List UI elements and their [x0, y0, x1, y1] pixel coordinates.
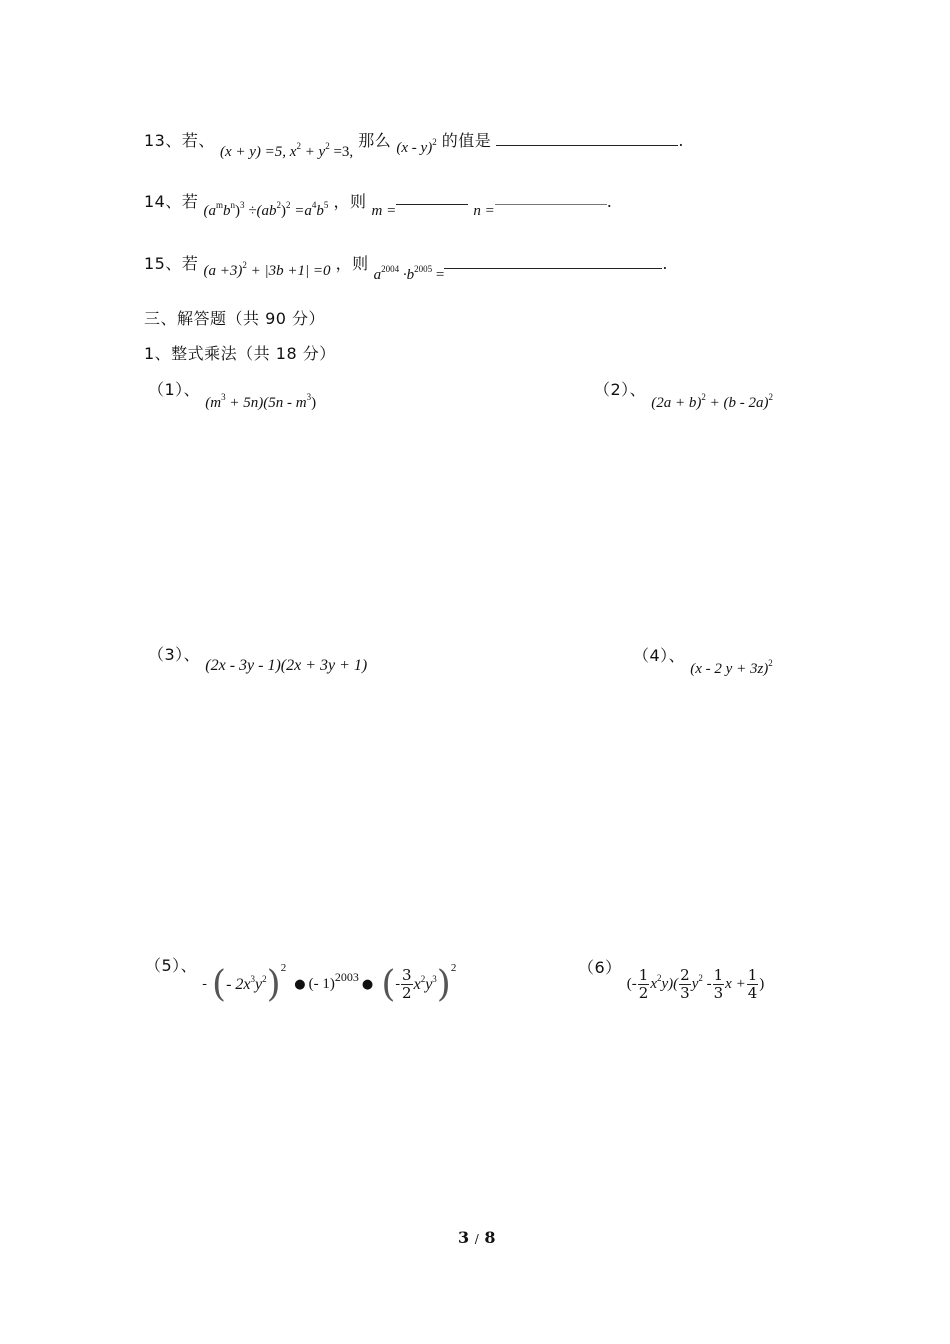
p3-expr: (2x - 3y - 1)(2x + 3y + 1) — [205, 657, 368, 674]
section-title: 三、解答题（共 90 分） — [144, 309, 326, 328]
q14-then: ，则 — [333, 192, 367, 211]
p1-label: （1）、 — [148, 380, 201, 399]
p5-pow-1: 2 — [280, 962, 287, 974]
p5-dot-2: ● — [361, 977, 374, 992]
page-total: 8 — [484, 1228, 496, 1247]
q15-then: ，则 — [335, 254, 369, 273]
question-13: 13、若、 (x + y) =5, $x^2 + y^2 =3$, 那么 (x - y)$^2$ 的值是 . — [144, 131, 684, 160]
p5-paren-open-2: ( — [381, 964, 396, 1005]
p5-frac: $\frac{3}{2}$ — [402, 966, 412, 1002]
problem-4 — [633, 643, 773, 677]
q13-expr-b: (x - y)$^2$ — [396, 137, 437, 156]
p2-label: （2）、 — [594, 380, 647, 399]
q13-label: 13、若、 — [144, 131, 215, 150]
q15-expr: $(a +3)^2 + |3b +1| =0$ — [203, 260, 331, 279]
q13-tail: 的值是 — [441, 131, 492, 150]
p5-inner-1: - $2x^3y^2$ — [226, 973, 267, 993]
question-14: 14、若 $(a^mb^n)^3 \div(ab^2)^2 =a^4b^5$ ，则 m = n = . — [144, 192, 612, 219]
p5-paren-close-1: ) — [266, 964, 281, 1005]
p6-xplus: x + — [725, 976, 746, 992]
p4-label: （4）、 — [633, 646, 686, 665]
p5-paren-close-2: ) — [436, 964, 451, 1005]
problem-3 — [148, 642, 368, 674]
q14-n-var: n = — [473, 203, 495, 219]
p1-expr: $(m^3 + 5n)(5n - m^3)$ — [205, 392, 317, 411]
p6-y2: $y^2$ - — [691, 973, 712, 992]
p6-open: (- — [626, 976, 637, 992]
p5-dot-1: ● — [294, 977, 306, 992]
p6-frac-3: $\frac{1}{3}$ — [713, 966, 724, 1002]
q14-m-blank[interactable] — [396, 194, 468, 205]
q14-label: 14、若 — [144, 192, 199, 211]
question-15: 15、若 $(a +3)^2 + |3b +1| =0$ ，则 $a^{2004} \cdot b^{2005}$ =. — [144, 254, 668, 283]
p6-label: （6） — [578, 958, 622, 977]
problem-1 — [148, 377, 317, 411]
p6-frac-2: $\frac{2}{3}$ — [680, 966, 690, 1002]
p6-x2y: $x^2y$)( — [650, 973, 679, 992]
q15-answer-blank[interactable] — [444, 258, 662, 269]
p5-pow-2: 2 — [450, 962, 457, 974]
q14-n-blank[interactable] — [495, 194, 607, 205]
page-separator: / — [474, 1232, 479, 1246]
q14-expr: $(a^mb^n)^3 \div(ab^2)^2 =a^4b^5$ — [203, 200, 329, 219]
p5-paren-open-1: ( — [212, 964, 227, 1005]
problem-5 — [145, 953, 456, 1005]
q14-m-var: m = — [371, 203, 397, 219]
problem-6 — [578, 955, 764, 1003]
page-number — [458, 1228, 495, 1247]
p5-neg: - — [202, 976, 207, 992]
subsection-title: 1、整式乘法（共 18 分） — [144, 344, 336, 363]
p5-inner-2: $x^2y^3$ — [413, 973, 437, 993]
p6-frac-4: $\frac{1}{4}$ — [747, 966, 758, 1002]
p6-frac-1: $\frac{1}{2}$ — [638, 966, 649, 1002]
q13-answer-blank[interactable] — [496, 135, 678, 146]
page-current: 3 — [458, 1228, 470, 1247]
p5-inner-2-neg: - — [395, 976, 401, 992]
p4-expr: (x - 2 y + 3z)$^2$ — [690, 658, 773, 677]
p5-neg-one: (- 1)$^{2003}$ — [308, 970, 359, 992]
q15-target: $a^{2004} \cdot b^{2005}$ = — [373, 264, 445, 283]
p5-label: （5）、 — [145, 956, 198, 975]
q13-then: 那么 — [358, 131, 392, 150]
p3-label: （3）、 — [148, 645, 201, 664]
p6-close: ) — [759, 976, 765, 992]
q13-expr-a: (x + y) =5, $x^2 + y^2 =3$, — [219, 141, 354, 160]
p2-expr: $(2a + b)^2 + (b - 2a)^2$ — [651, 392, 774, 411]
problem-2 — [594, 377, 774, 411]
q15-label: 15、若 — [144, 254, 199, 273]
